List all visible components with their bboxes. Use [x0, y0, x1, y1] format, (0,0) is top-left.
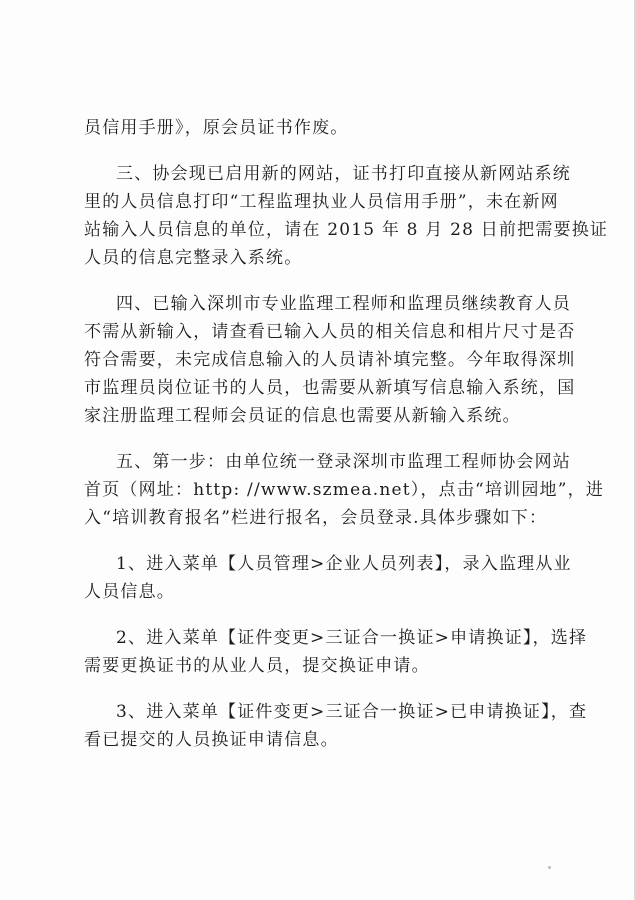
text-line: 五、第一步：由单位统一登录深圳市监理工程师协会网站 [116, 452, 571, 472]
text-line: 需要更换证书的从业人员，提交换证申请。 [84, 656, 430, 676]
paragraph-step-three [84, 698, 588, 754]
text-line: 四、已输入深圳市专业监理工程师和监理员继续教育人员 [116, 294, 571, 314]
paragraph-continuation [84, 114, 552, 142]
text-line: 入“培训教育报名”栏进行报名，会员登录.具体步骤如下： [84, 508, 548, 528]
paragraph-item-five [84, 448, 605, 532]
text-line: 1、进入菜单【人员管理>企业人员列表】，录入监理从业 [116, 554, 572, 574]
text-line: 人员的信息完整录入系统。 [84, 248, 303, 268]
text-line: 看已提交的人员换证申请信息。 [84, 730, 339, 750]
paragraph-step-one [84, 550, 572, 606]
paragraph-item-four [84, 290, 576, 430]
paragraph-step-two [84, 624, 588, 680]
text-line: 3、进入菜单【证件变更>三证合一换证>已申请换证】，查 [116, 702, 588, 722]
text-line: 市监理员岗位证书的人员，也需要从新填写信息输入系统，国 [84, 378, 576, 398]
scan-speck [548, 866, 551, 869]
text-line: 三、协会现已启用新的网站，证书打印直接从新网站系统 [116, 164, 571, 184]
text-line: 符合需要，未完成信息输入的人员请补填完整。今年取得深圳 [84, 350, 576, 370]
document-body [84, 114, 609, 772]
paragraph-item-three [84, 160, 609, 272]
text-line: 首页（网址：http: //www.szmea.net），点击“培训园地”，进 [84, 480, 605, 500]
text-line: 不需从新输入，请查看已输入人员的相关信息和相片尺寸是否 [84, 322, 576, 342]
text-line: 站输入人员信息的单位，请在 2015 年 8 月 28 日前把需要换证 [84, 220, 609, 240]
text-line: 家注册监理工程师会员证的信息也需要从新输入系统。 [84, 406, 521, 426]
text-line: 2、进入菜单【证件变更>三证合一换证>申请换证】，选择 [116, 628, 588, 648]
text-line: 员信用手册》，原会员证书作废。 [84, 118, 349, 138]
text-line: 人员信息。 [84, 582, 175, 602]
text-line: 里的人员信息打印“工程监理执业人员信用手册”，未在新网 [84, 192, 559, 212]
